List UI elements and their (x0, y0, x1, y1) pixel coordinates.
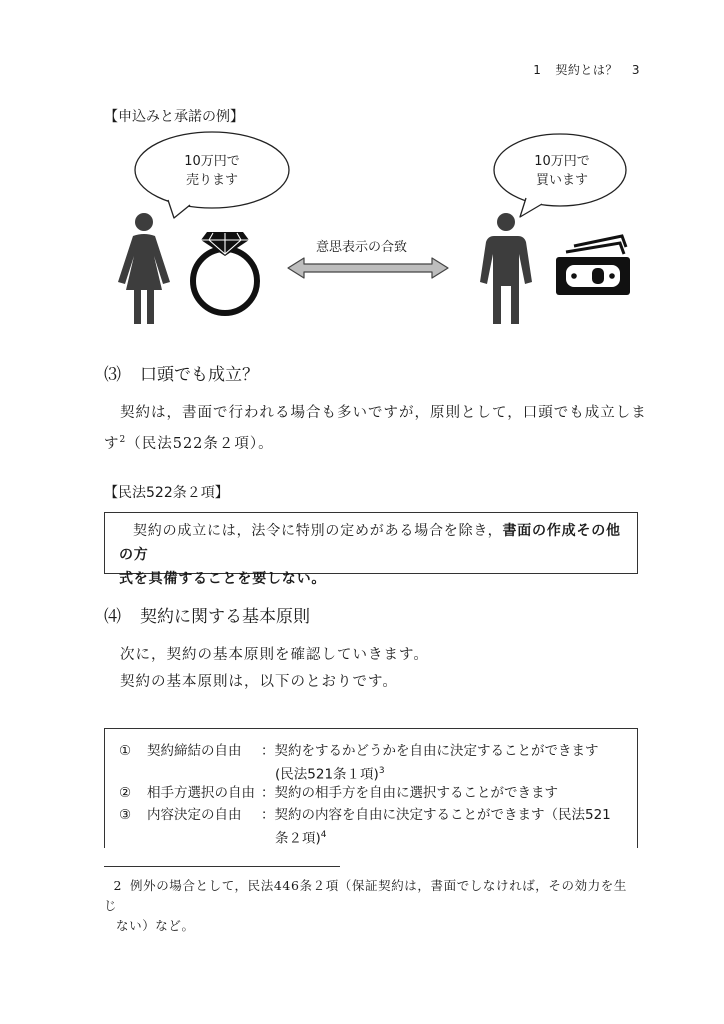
seller-bubble-line: 売ります (185, 173, 238, 188)
section-4-heading (104, 602, 310, 627)
header-chapter-number: 1 (533, 63, 542, 77)
diamond-ring-icon (193, 232, 257, 313)
seller-bubble-line: 10万円で (184, 154, 240, 169)
offer-acceptance-figure (0, 0, 724, 340)
footnote-divider (104, 866, 340, 867)
section-3-paragraph (104, 400, 647, 458)
principles-box: ① 契約締結の自由 ：契約をするかどうかを自由に決定することができます (民法521条１項)$^3$ ② 相手方選択の自由 ：契約の相手方を自由に選択することができます ③ 内容決定の自由 ：契約の内容を自由に決定することができます（民法521 条２項)$^4$ (104, 728, 638, 848)
buyer-bubble-line: 買います (535, 173, 588, 188)
paragraph-line: 契約の基本原則は，以下のとおりです。 (120, 674, 398, 690)
footnote-ref[interactable]: 4 (320, 830, 327, 840)
figure-caption: 【申込みと承諾の例】 (104, 109, 244, 125)
paragraph-line: 次に，契約の基本原則を確認していきます。 (120, 647, 429, 663)
double-arrow-icon (288, 258, 448, 278)
law-label: 【民法522条２項】 (104, 485, 229, 501)
footnote-ref[interactable]: 2 (119, 435, 127, 445)
section-3-title: 口頭でも成立？ (140, 365, 259, 385)
arrow-label: 意思表示の合致 (316, 240, 408, 255)
law-quote-text: 契約の成立には，法令に特別の定めがある場合を除き，書面の作成その他の方 式を具備することを要しない。 (119, 523, 621, 587)
footnote (104, 876, 638, 936)
section-4-number: ⑷ (104, 607, 121, 627)
section-4-title: 契約に関する基本原則 (140, 607, 310, 627)
buyer-bubble-text (512, 152, 612, 190)
section-3-heading (104, 360, 259, 385)
law-quote-box (104, 512, 638, 587)
header-chapter-title: 契約とは？ (555, 63, 618, 77)
footnote-line: ない）など。 (116, 918, 195, 933)
paragraph-line: 契約は，書面で行われる場合も多いですが，原則として，口頭でも成立しま (120, 405, 647, 421)
footnote-number: 2 (113, 878, 122, 893)
woman-icon (118, 213, 170, 324)
footnote-ref[interactable]: 3 (378, 766, 385, 776)
section-4-paragraph (120, 642, 640, 696)
footnote-line: 2 例外の場合として，民法446条２項（保証契約は，書面でしなければ，その効力を生じ (104, 878, 628, 913)
page-number: 3 (631, 63, 640, 77)
man-icon (480, 213, 532, 324)
seller-bubble-text (162, 152, 262, 190)
paragraph-line: す$^2$（民法522条２項）。 (104, 435, 274, 452)
buyer-bubble-line: 10万円で (534, 154, 590, 169)
section-3-number: ⑶ (104, 365, 121, 385)
money-icon (556, 236, 630, 295)
